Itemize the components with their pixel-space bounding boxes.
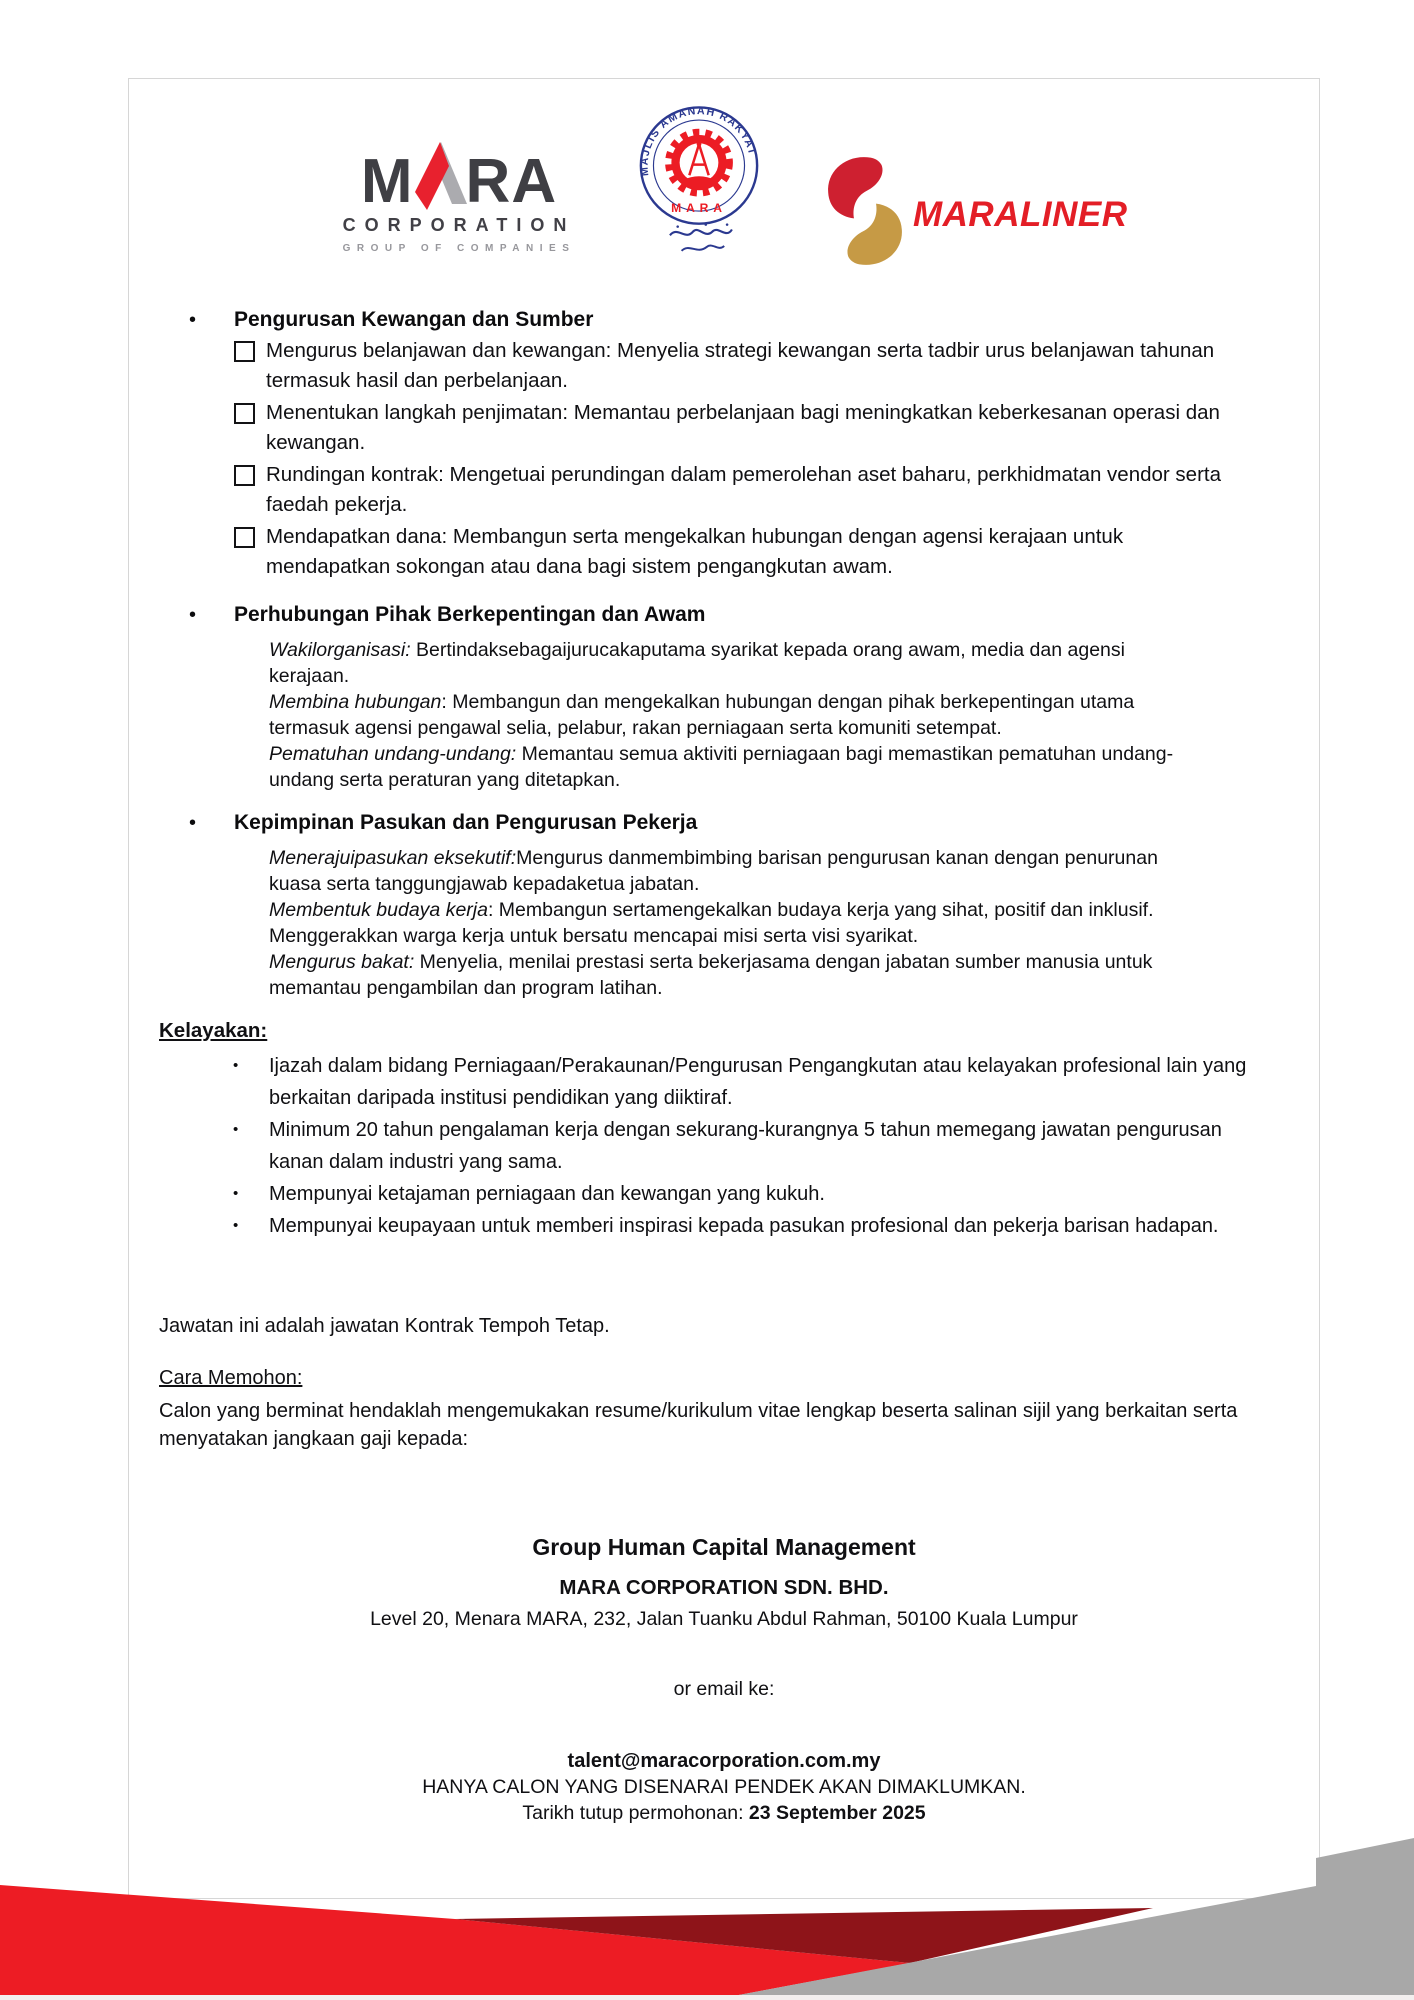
list-item	[233, 1210, 1299, 1242]
list-item-text: Ijazah dalam bidang Perniagaan/Perakaunan/Pengurusan Pengangkutan atau kelayakan profesional lain yang berkaitan daripada institusi pendidikan yang diiktiraf.	[269, 1055, 1247, 1109]
footer-ribbon-graphic	[0, 1835, 1414, 2000]
checkbox-icon	[234, 341, 255, 362]
checkbox-icon	[234, 527, 255, 548]
mara-peak-icon	[413, 141, 467, 213]
document-page	[128, 78, 1320, 1899]
contact-block	[129, 1532, 1319, 1632]
paragraph	[269, 637, 1199, 689]
checkbox-icon	[234, 465, 255, 486]
paragraph-text: : Membangun dan mengekalkan hubungan dengan pihak berkepentingan utama termasuk agensi pengawal selia, pelabur, rakan perniagaan serta komuniti setempat.	[269, 691, 1135, 739]
paragraph-lead: Menerajuipasukan eksekutif:	[269, 847, 517, 869]
contract-note: Jawatan ini adalah jawatan Kontrak Tempoh Tetap.	[159, 1315, 610, 1337]
paragraph	[269, 949, 1199, 1001]
paragraph-text: : Membangun sertamengekalkan budaya kerja yang sihat, positif dan inklusif. Menggerakkan warga kerja untuk bersatu mencapai misi serta visi syarikat.	[269, 899, 1154, 947]
list-item	[234, 522, 1224, 582]
logo-letter: M	[360, 146, 414, 216]
closing-date-line	[129, 1800, 1319, 1826]
bullet-icon: •	[189, 309, 197, 331]
section-heading: Perhubungan Pihak Berkepentingan dan Awam	[234, 603, 706, 626]
mara-corporation-wordmark	[339, 141, 579, 216]
bullet-icon: •	[233, 1185, 239, 1202]
email-address: talent@maracorporation.com.my	[567, 1750, 881, 1772]
section-kelayakan	[159, 1017, 1299, 1242]
company-address: Level 20, Menara MARA, 232, Jalan Tuanku Abdul Rahman, 50100 Kuala Lumpur	[370, 1608, 1078, 1630]
list-item-text: Menentukan langkah penjimatan: Memantau perbelanjaan bagi meningkatkan keberkesanan operasi dan kewangan.	[266, 401, 1220, 454]
paragraph-lead: Membina hubungan	[269, 691, 442, 713]
application-footer	[129, 1748, 1319, 1826]
how-to-apply-heading: Cara Memohon:	[159, 1367, 303, 1389]
paragraph-text: Menyelia, menilai prestasi serta bekerjasama dengan jabatan sumber manusia untuk memantau pengambilan dan program latihan.	[269, 951, 1153, 999]
section-heading: Pengurusan Kewangan dan Sumber	[234, 308, 594, 331]
emblem-name-text: MARA	[671, 201, 727, 216]
or-email-label: or email ke:	[673, 1678, 775, 1700]
list-item-text: Rundingan kontrak: Mengetuai perundingan dalam pemerolehan aset baharu, perkhidmatan vendor serta faedah pekerja.	[266, 463, 1222, 516]
bullet-icon: •	[233, 1121, 239, 1138]
paragraph-text: Mengurus danmembimbing barisan pengurusan kanan dengan penurunan kuasa serta tanggungjawab kepadaketua jabatan.	[269, 847, 1158, 895]
mara-corporation-logo	[339, 141, 579, 254]
bullet-icon: •	[189, 812, 197, 834]
mara-emblem-icon	[637, 103, 761, 263]
logo-row	[339, 99, 1127, 269]
paragraph	[269, 845, 1199, 897]
maraliner-wordmark: MARALINER	[913, 195, 1128, 234]
section-heading: Kepimpinan Pasukan dan Pengurusan Pekerja	[234, 811, 698, 834]
list-item	[234, 398, 1224, 458]
emblem-ring-text: MAJLIS AMANAH RAKYAT	[638, 105, 759, 177]
paragraph-lead: Membentuk budaya kerja	[269, 899, 488, 921]
company-name: MARA CORPORATION SDN. BHD.	[559, 1576, 889, 1599]
kelayakan-heading: Kelayakan:	[159, 1019, 268, 1042]
closing-date-label: Tarikh tutup permohonan:	[522, 1802, 749, 1824]
paragraph	[269, 741, 1199, 793]
how-to-apply-text: Calon yang berminat hendaklah mengemukakan resume/kurikulum vitae lengkap beserta salinan sijil yang berkaitan serta menyatakan jangkaan gaji kepada:	[159, 1400, 1238, 1450]
maraliner-ribbon-icon	[819, 153, 911, 269]
list-item-text: Mendapatkan dana: Membangun serta mengekalkan hubungan dengan agensi kerajaan untuk mendapatkan sokongan atau dana bagi sistem pengangkutan awam.	[266, 525, 1124, 578]
logo-letter: RA	[465, 146, 558, 216]
corporation-label: CORPORATION	[342, 215, 576, 235]
paragraph-lead: Mengurus bakat:	[269, 951, 415, 973]
section-pengurusan-kewangan	[189, 306, 1289, 584]
paragraph-list	[269, 637, 1199, 793]
list-item-text: Mempunyai ketajaman perniagaan dan kewangan yang kukuh.	[269, 1183, 825, 1205]
list-item-text: Mempunyai keupayaan untuk memberi inspirasi kepada pasukan profesional dan pekerja barisan hadapan.	[269, 1215, 1219, 1237]
list-item-text: Mengurus belanjawan dan kewangan: Menyelia strategi kewangan serta tadbir urus belanjawan tahunan termasuk hasil dan perbelanjaan.	[266, 339, 1215, 392]
list-item-text: Minimum 20 tahun pengalaman kerja dengan sekurang-kurangnya 5 tahun memegang jawatan pengurusan kanan dalam industri yang sama.	[269, 1119, 1222, 1173]
kelayakan-list	[233, 1050, 1299, 1242]
bullet-icon: •	[189, 604, 197, 626]
list-item	[233, 1050, 1299, 1114]
paragraph-lead: Pematuhan undang-undang:	[269, 743, 517, 765]
paragraph-lead: Wakilorganisasi:	[269, 639, 411, 661]
checkbox-icon	[234, 403, 255, 424]
maraliner-logo	[819, 153, 1127, 269]
list-item	[234, 460, 1224, 520]
list-item	[234, 336, 1224, 396]
paragraph	[269, 689, 1199, 741]
paragraph-text: Memantau semua aktiviti perniagaan bagi memastikan pematuhan undang-undang serta peraturan yang ditetapkan.	[269, 743, 1174, 791]
closing-date-value: 23 September 2025	[748, 1802, 926, 1824]
list-item	[233, 1178, 1299, 1210]
paragraph-list	[269, 845, 1199, 1001]
shortlist-note: HANYA CALON YANG DISENARAI PENDEK AKAN DIMAKLUMKAN.	[422, 1776, 1026, 1798]
paragraph-text: Bertindaksebagaijurucakaputama syarikat kepada orang awam, media dan agensi kerajaan.	[269, 639, 1125, 687]
group-of-companies-label: GROUP OF COMPANIES	[342, 243, 576, 254]
paragraph	[269, 897, 1199, 949]
list-item	[233, 1114, 1299, 1178]
section-perhubungan	[189, 601, 1289, 793]
department-name: Group Human Capital Management	[532, 1534, 916, 1560]
checkbox-list	[234, 336, 1224, 582]
section-kepimpinan	[189, 809, 1289, 1001]
bullet-icon: •	[233, 1057, 239, 1074]
bullet-icon: •	[233, 1217, 239, 1234]
